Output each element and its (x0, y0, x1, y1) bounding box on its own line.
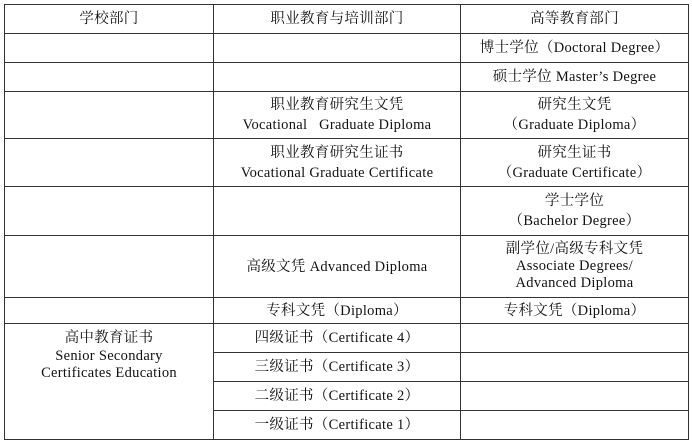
associate-degree-cell (461, 236, 689, 298)
vocational-graduate-diploma-cell (214, 92, 461, 139)
header-school-sector: 学校部门 (5, 5, 214, 34)
empty-cell (5, 298, 214, 324)
empty-cell (5, 92, 214, 139)
empty-cell (214, 63, 461, 92)
qualifications-framework-table (4, 4, 689, 440)
table-row (5, 139, 689, 187)
vocational-graduate-certificate-cell (214, 139, 461, 187)
empty-cell (5, 139, 214, 187)
table-row (5, 187, 689, 236)
senior-secondary-certificate-cell (5, 324, 214, 440)
empty-cell (461, 382, 689, 411)
header-higher-education-sector: 高等教育部门 (461, 5, 689, 34)
table-row (5, 63, 689, 92)
associate-degree-en-1: Associate Degrees/ (516, 258, 633, 274)
bachelor-degree-cn: 学士学位 (544, 193, 605, 209)
masters-degree-cell: 硕士学位 Master’s Degree (461, 63, 689, 92)
graduate-diploma-cell (461, 92, 689, 139)
empty-cell (5, 34, 214, 63)
table-row (5, 236, 689, 298)
vocational-graduate-certificate-cn: 职业教育研究生证书 (270, 144, 404, 161)
table-row (5, 92, 689, 139)
empty-cell (5, 63, 214, 92)
graduate-diploma-cn: 研究生文凭 (537, 97, 612, 113)
table-row (5, 34, 689, 63)
empty-cell (461, 411, 689, 440)
empty-cell (214, 34, 461, 63)
associate-degree-en-2: Advanced Diploma (515, 275, 634, 291)
certificate-3-cell: 三级证书（Certificate 3） (214, 353, 461, 382)
bachelor-degree-cell (461, 187, 689, 236)
senior-secondary-cn: 高中教育证书 (64, 330, 154, 346)
advanced-diploma-cell: 高级文凭 Advanced Diploma (214, 236, 461, 298)
empty-cell (5, 236, 214, 298)
doctoral-degree-cell: 博士学位（Doctoral Degree） (461, 34, 689, 63)
senior-secondary-en-2: Certificates Education (41, 365, 177, 381)
empty-cell (461, 324, 689, 353)
higher-diploma-cell: 专科文凭（Diploma） (461, 298, 689, 324)
graduate-certificate-cell (461, 139, 689, 187)
bachelor-degree-en: （Bachelor Degree） (508, 213, 641, 229)
table-row (5, 298, 689, 324)
graduate-diploma-en: （Graduate Diploma） (503, 117, 646, 133)
associate-degree-cn: 副学位/高级专科文凭 (505, 241, 644, 257)
senior-secondary-en-1: Senior Secondary (55, 348, 163, 364)
vocational-graduate-certificate-en: Vocational Graduate Certificate (240, 164, 434, 181)
empty-cell (5, 187, 214, 236)
vocational-graduate-diploma-en: Vocational Graduate Diploma (242, 117, 432, 133)
empty-cell (461, 353, 689, 382)
certificate-4-cell: 四级证书（Certificate 4） (214, 324, 461, 353)
certificate-1-cell: 一级证书（Certificate 1） (214, 411, 461, 440)
vocational-graduate-diploma-cn: 职业教育研究生文凭 (270, 97, 404, 113)
header-vocational-sector: 职业教育与培训部门 (214, 5, 461, 34)
table-row (5, 324, 689, 353)
vocational-diploma-cell: 专科文凭（Diploma） (214, 298, 461, 324)
header-row (5, 5, 689, 34)
empty-cell (214, 187, 461, 236)
graduate-certificate-en: （Graduate Certificate） (497, 164, 652, 181)
graduate-certificate-cn: 研究生证书 (537, 144, 612, 161)
certificate-2-cell: 二级证书（Certificate 2） (214, 382, 461, 411)
